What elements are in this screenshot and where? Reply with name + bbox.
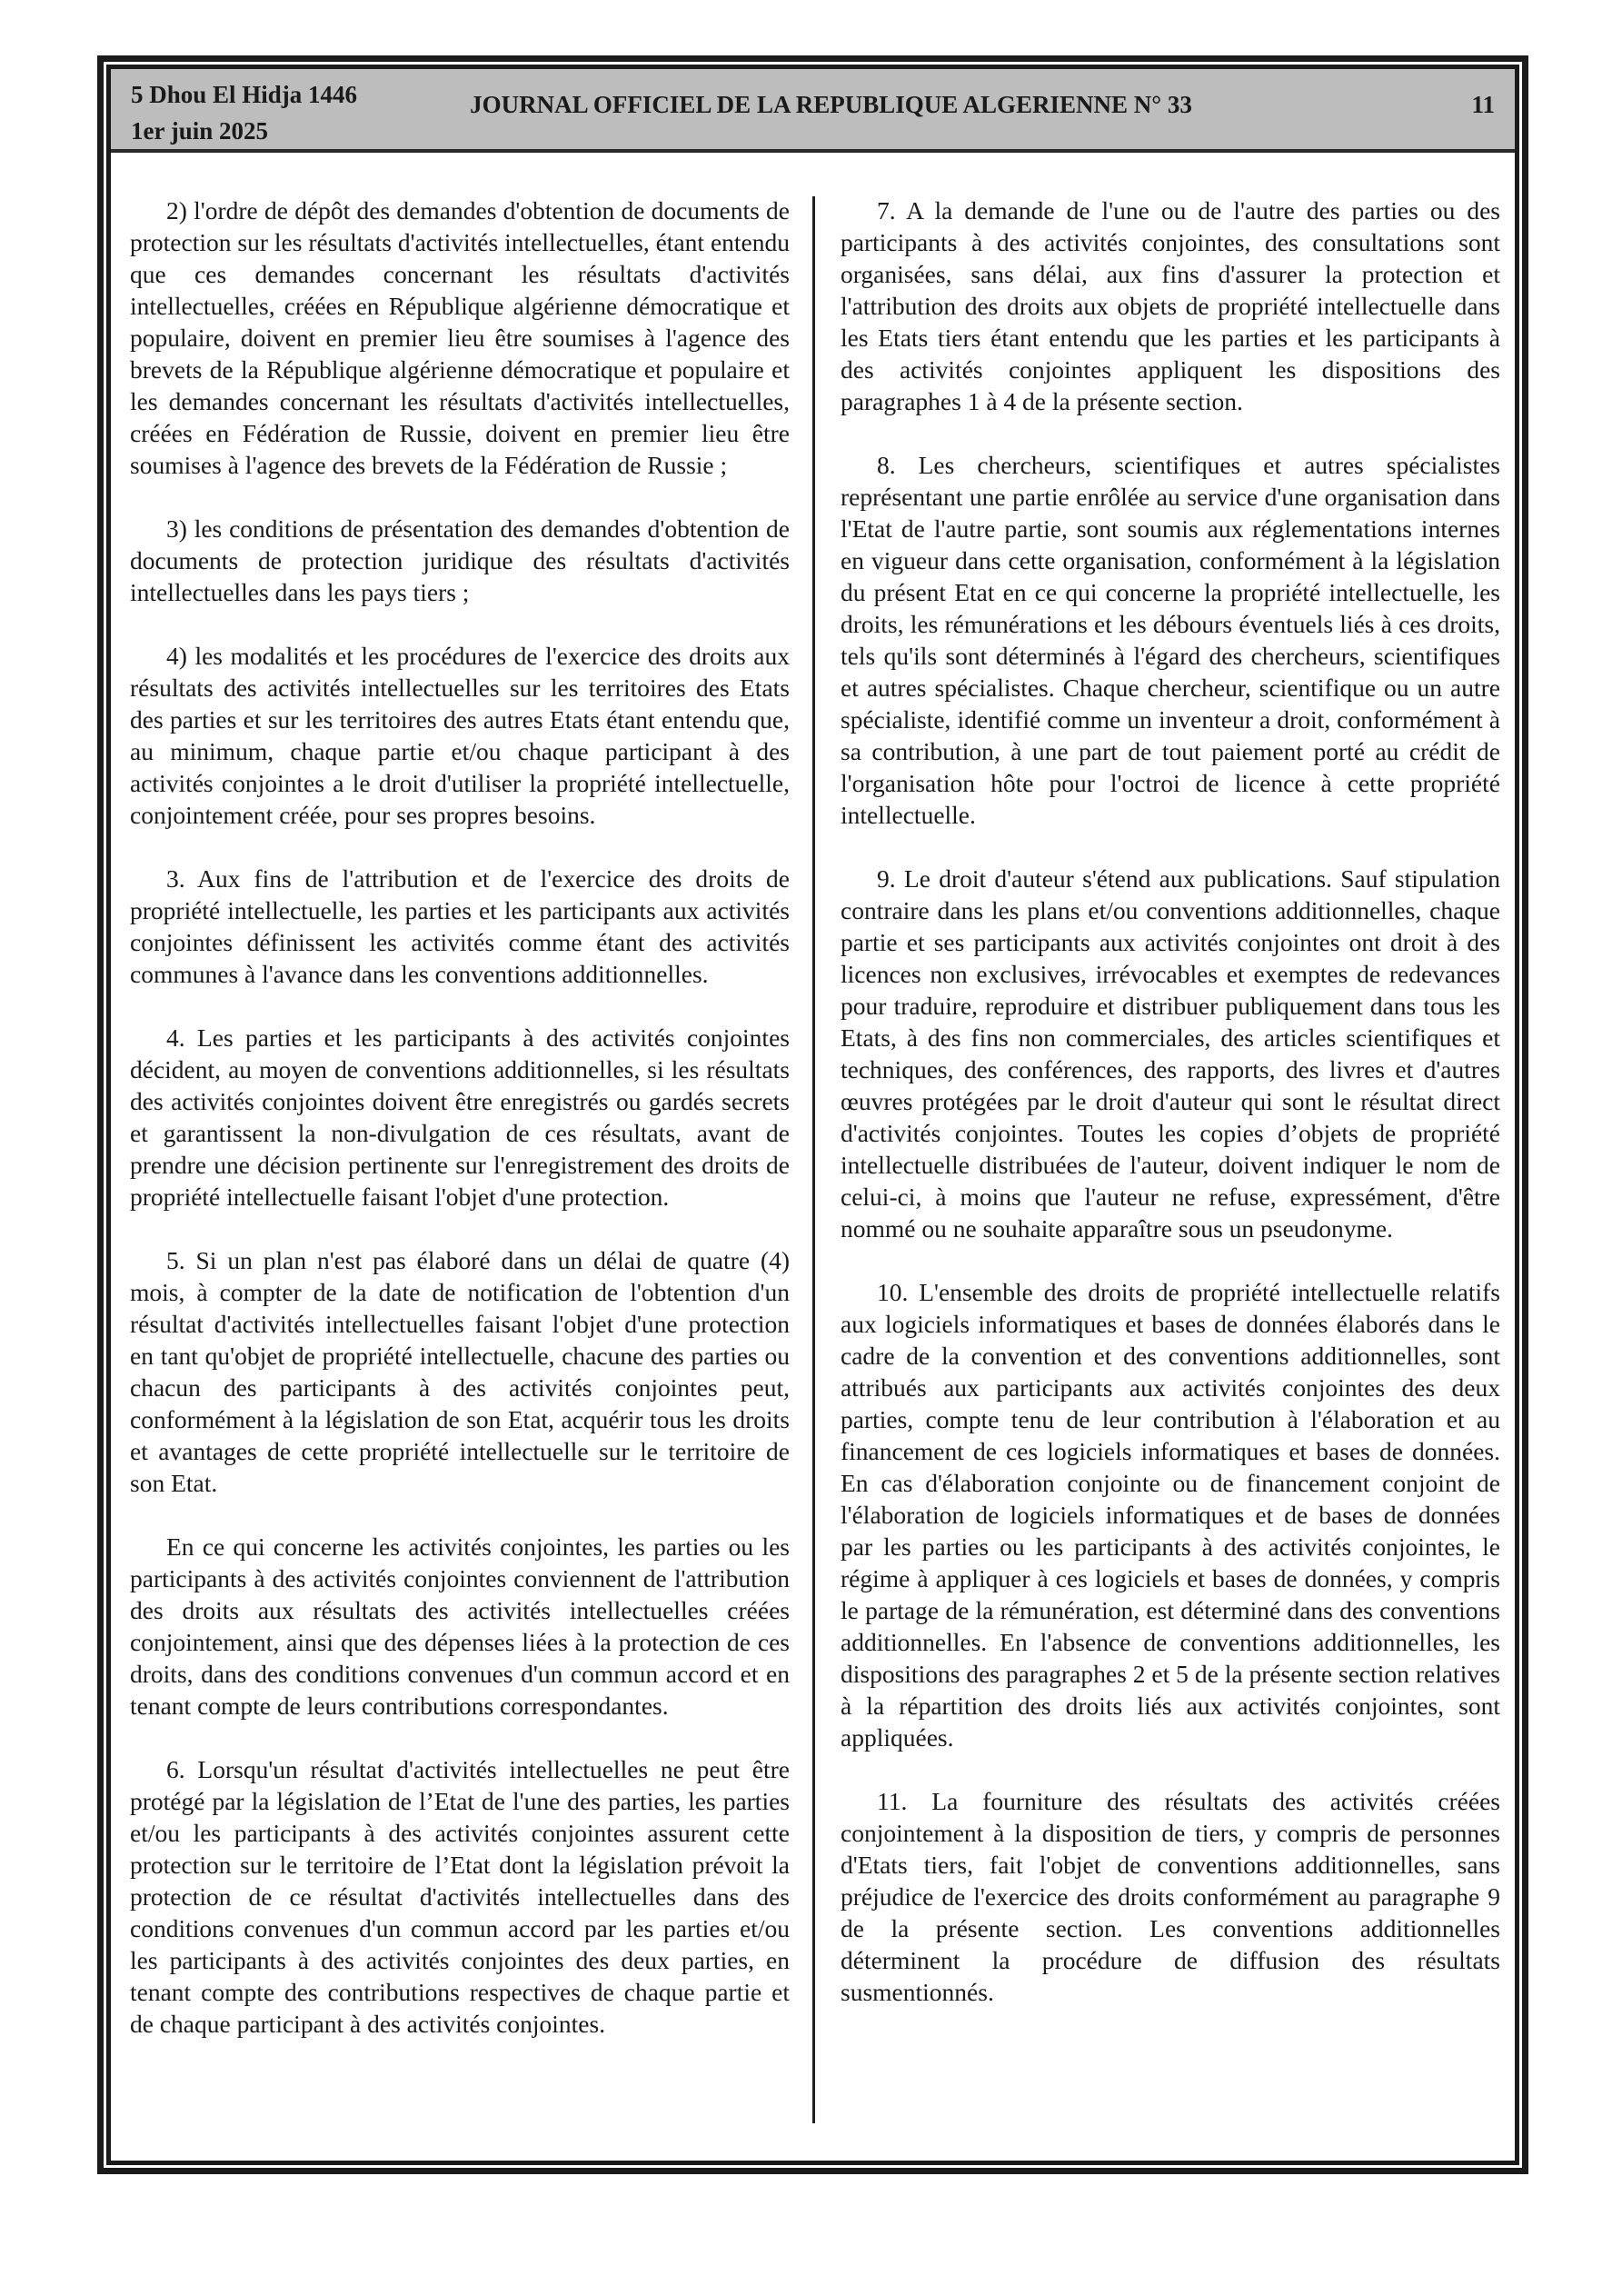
paragraph: 4. Les parties et les participants à des activités conjointes décident, au moyen de conventions additionnelles, si les résultats des activités conjointes doivent être enregistrés ou gardés secrets et garantissent la non-divulgation de ces résultats, avant de prendre une décision pertinente sur l'enregistrement des droits de propriété intellectuelle faisant l'objet d'une protection.	[130, 1023, 790, 1211]
paragraph: 5. Si un plan n'est pas élaboré dans un délai de quatre (4) mois, à compter de la date de notification de l'obtention d'un résultat d'activités intellectuelles faisant l'objet d'une protection en tant qu'objet de propriété intellectuelle, chacune des parties ou chacun des participants à des activités conjointes peut, conformément à la législation de son Etat, acquérir tous les droits et avantages de cette propriété intellectuelle sur le territoire de son Etat.	[130, 1246, 790, 1497]
page-header	[111, 69, 1515, 153]
paragraph: En ce qui concerne les activités conjointes, les parties ou les participants à des activités conjointes conviennent de l'attribution des droits aux résultats des activités intellectuelles créées conjointement, ainsi que des dépenses liées à la protection de ces droits, dans des conditions convenues d'un commun accord et en tenant compte de leurs contributions correspondantes.	[130, 1532, 790, 1720]
date-gregorian: 1er juin 2025	[131, 117, 269, 145]
paragraph: 7. A la demande de l'une ou de l'autre des parties ou des participants à des activités conjointes, des consultations sont organisées, sans délai, aux fins d'assurer la protection et l'attribution des droits aux objets de propriété intellectuelle dans les Etats tiers étant entendu que les parties et les participants à des activités conjointes appliquent les dispositions des paragraphes 1 à 4 de la présente section.	[841, 196, 1500, 415]
date-hijri: 5 Dhou El Hidja 1446	[131, 81, 358, 108]
journal-title: JOURNAL OFFICIEL DE LA REPUBLIQUE ALGERIENNE N° 33	[470, 91, 1192, 118]
paragraph: 6. Lorsqu'un résultat d'activités intellectuelles ne peut être protégé par la législation de l’Etat de l'une des parties, les parties et/ou les participants à des activités conjointes assurent cette protection sur le territoire de l’Etat dont la législation prévoit la protection de ce résultat d'activités intellectuelles dans des conditions convenues d'un commun accord par les parties et/ou les participants à des activités conjointes des deux parties, en tenant compte des contributions respectives de chaque partie et de chaque participant à des activités conjointes.	[130, 1755, 790, 2038]
paragraph: 4) les modalités et les procédures de l'exercice des droits aux résultats des activités intellectuelles sur les territoires des Etats des parties et sur les territoires des autres Etats étant entendu que, au minimum, chaque partie et/ou chaque participant à des activités conjointes a le droit d'utiliser la propriété intellectuelle, conjointement créée, pour ses propres besoins.	[130, 642, 790, 829]
paragraph: 11. La fourniture des résultats des activités créées conjointement à la disposition de tiers, y compris de personnes d'Etats tiers, fait l'objet de conventions additionnelles, sans préjudice de l'exercice des droits conformément au paragraphe 9 de la présente section. Les conventions additionnelles déterminent la procédure de diffusion des résultats susmentionnés.	[841, 1787, 1500, 2006]
column-divider	[812, 196, 815, 2123]
left-column	[130, 195, 790, 2071]
page-number: 11	[1471, 91, 1495, 118]
paragraph: 3. Aux fins de l'attribution et de l'exercice des droits de propriété intellectuelle, les parties et les participants aux activités conjointes définissent les activités comme étant des activités communes à l'avance dans les conventions additionnelles.	[130, 864, 790, 988]
paragraph: 3) les conditions de présentation des demandes d'obtention de documents de protection juridique des résultats d'activités intellectuelles dans les pays tiers ;	[130, 514, 790, 606]
paragraph: 9. Le droit d'auteur s'étend aux publications. Sauf stipulation contraire dans les plans et/ou conventions additionnelles, chaque partie et ses participants aux activités conjointes ont droit à des licences non exclusives, irrévocables et exemptes de redevances pour traduire, reproduire et distribuer publiquement dans tous les Etats, à des fins non commerciales, des articles scientifiques et techniques, des conférences, des rapports, des livres et d'autres œuvres protégées par le droit d'auteur qui sont le résultat direct d'activités conjointes. Toutes les copies d’objets de propriété intellectuelle distribuées de l'auteur, doivent indiquer le nom de celui-ci, à moins que l'auteur ne refuse, expressément, d'être nommé ou ne souhaite apparaître sous un pseudonyme.	[841, 864, 1500, 1243]
page-inner-frame	[106, 65, 1519, 2165]
right-column	[841, 195, 1500, 2040]
paragraph: 10. L'ensemble des droits de propriété intellectuelle relatifs aux logiciels informatiques et bases de données élaborés dans le cadre de la convention et des conventions additionnelles, sont attribués aux participants aux activités conjointes des deux parties, compte tenu de leur contribution à l'élaboration et au financement de ces logiciels informatiques et bases de données. En cas d'élaboration conjointe ou de financement conjoint de l'élaboration de logiciels informatiques et de bases de données par les parties ou les participants à des activités conjointes, le régime à appliquer à ces logiciels et bases de données, y compris le partage de la rémunération, est déterminé dans des conventions additionnelles. En l'absence de conventions additionnelles, les dispositions des paragraphes 2 et 5 de la présente section relatives à la répartition des droits liés aux activités conjointes, sont appliquées.	[841, 1278, 1500, 1752]
page-frame	[97, 55, 1528, 2174]
paragraph: 2) l'ordre de dépôt des demandes d'obtention de documents de protection sur les résultats d'activités intellectuelles, étant entendu que ces demandes concernant les résultats d'activités intellectuelles, créées en République algérienne démocratique et populaire, doivent en premier lieu être soumises à l'agence des brevets de la République algérienne démocratique et populaire et les demandes concernant les résultats d'activités intellectuelles, créées en Fédération de Russie, doivent en premier lieu être soumises à l'agence des brevets de la Fédération de Russie ;	[130, 196, 790, 479]
paragraph: 8. Les chercheurs, scientifiques et autres spécialistes représentant une partie enrôlée au service d'une organisation dans l'Etat de l'autre partie, sont soumis aux réglementations internes en vigueur dans cette organisation, conformément à la législation du présent Etat en ce qui concerne la propriété intellectuelle, les droits, les rémunérations et les débours éventuels liés à ces droits, tels qu'ils sont déterminés à l'égard des chercheurs, scientifiques et autres spécialistes. Chaque chercheur, scientifique ou un autre spécialiste, identifié comme un inventeur a droit, conformément à sa contribution, à une part de tout paiement porté au crédit de l'organisation hôte pour l'octroi de licence à cette propriété intellectuelle.	[841, 451, 1500, 829]
